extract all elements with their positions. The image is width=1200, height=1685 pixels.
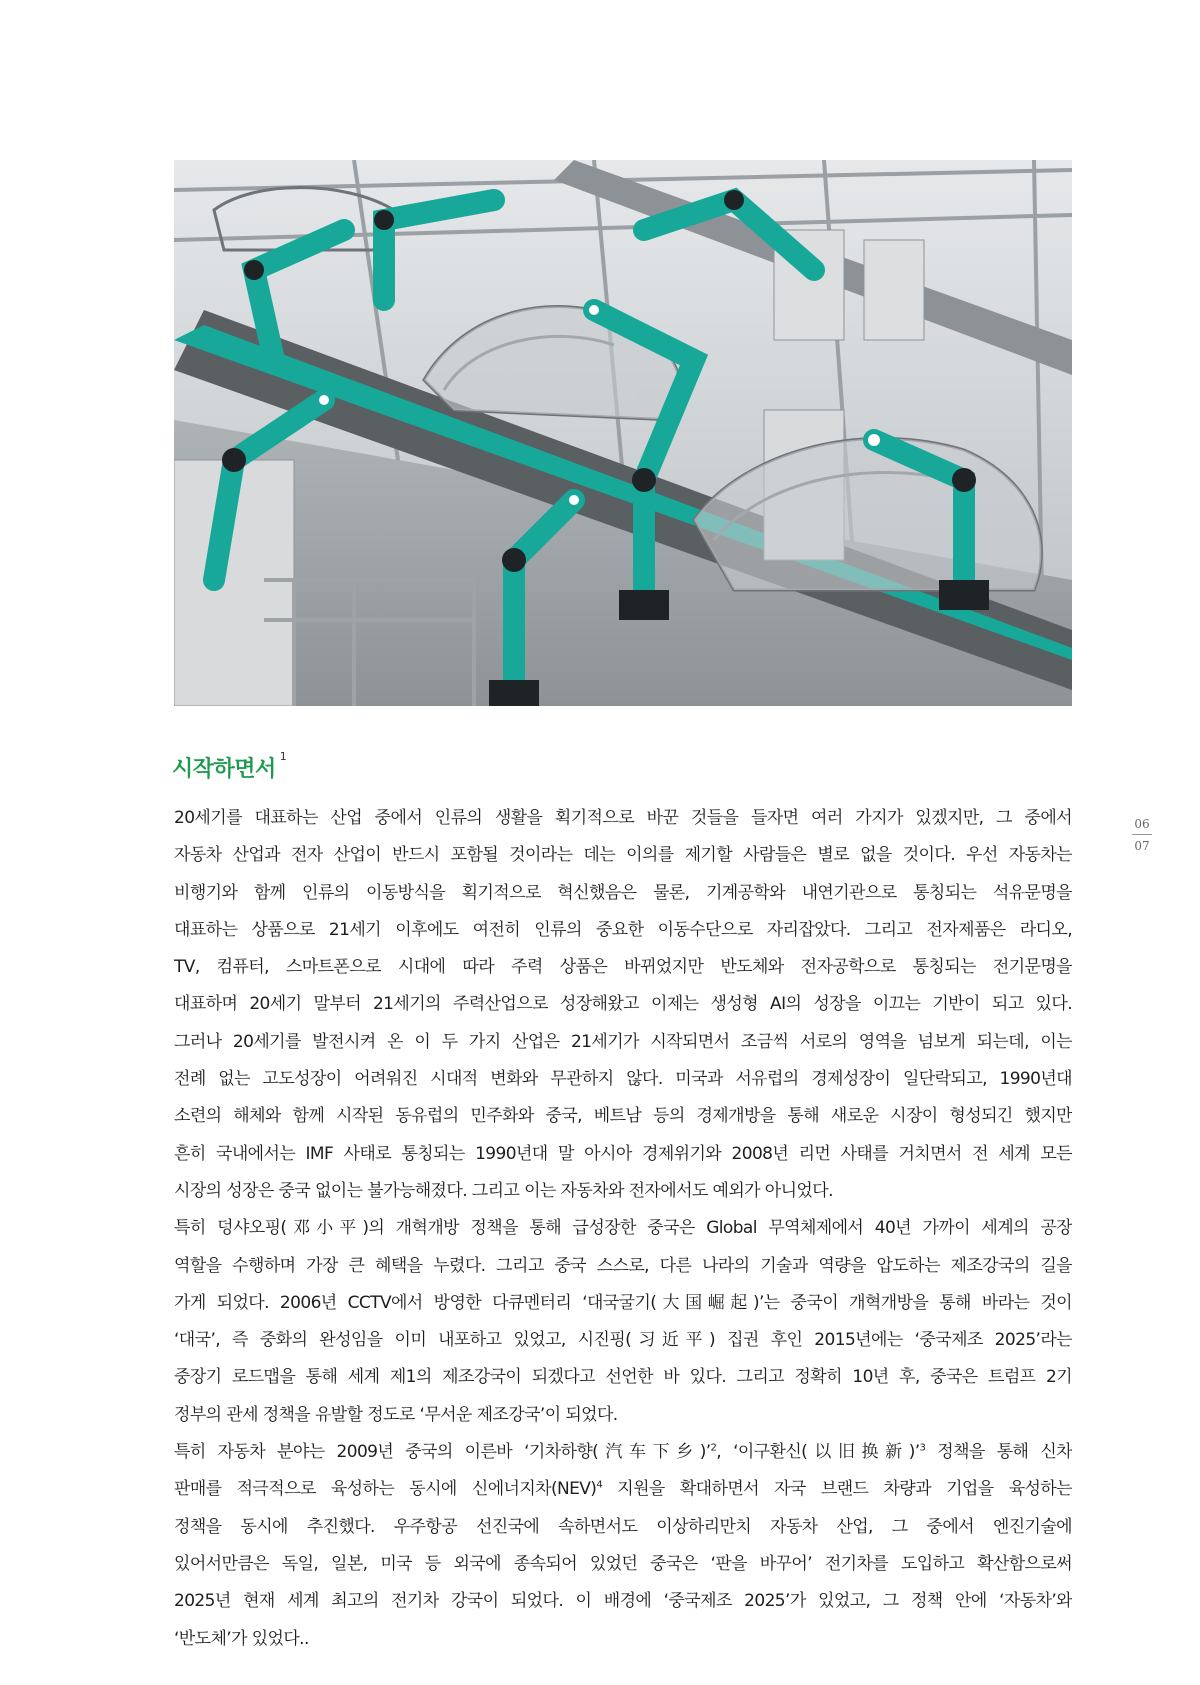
page-number-right: 07 [1134,839,1150,853]
text-line: 흔히 국내에서는 IMF 사태로 통칭되는 1990년대 말 아시아 경제위기와 2008년 리먼 사태를 거치면서 전 세계 모든 [174,1143,1072,1164]
text-line: 대표하며 20세기 말부터 21세기의 주력산업으로 성장해왔고 이제는 생성형 AI의 성장을 이끄는 기반이 되고 있다. [174,994,1072,1015]
paragraph-4 [174,1434,1072,1658]
body-text [174,800,1072,1658]
page-number [1128,818,1156,852]
text-line [174,1434,1072,1471]
text-segment: , ‘이구환신(以旧换新)’ [716,1442,920,1463]
text-line: 전례 없는 고도성장이 어려워진 시대적 변화와 무관하지 않다. 미국과 서유럽의 경제성장이 일단락되고, 1990년대 [174,1069,1072,1090]
section-title-text: 시작하면서 [172,757,276,782]
hero-image [174,160,1072,706]
page-number-left: 06 [1134,817,1150,831]
text-segment: 판매를 적극적으로 육성하는 동시에 신에너지차(NEV) [174,1479,597,1500]
text-line: 중장기 로드맵을 통해 세계 제1의 제조강국이 되겠다고 선언한 바 있다. 그리고 정확히 10년 후, 중국은 트럼프 2기 [174,1367,1072,1388]
text-line: 20세기를 대표하는 산업 중에서 인류의 생활을 획기적으로 바꾼 것들을 들자면 여러 가지가 있겠지만, 그 중에서 [174,808,1072,828]
text-segment: 지원을 확대하면서 자국 브랜드 차량과 기업을 육성하는 [602,1479,1072,1500]
text-line: TV, 컴퓨터, 스마트폰으로 시대에 따라 주력 상품은 바뀌었지만 반도체와 전자공학으로 통칭되는 전기문명을 [174,957,1072,978]
text-line: 2025년 현재 세계 최고의 전기차 강국이 되었다. 이 배경에 ‘중국제조 2025’가 있었고, 그 정책 안에 ‘자동차’와 [174,1591,1072,1612]
text-line: 정부의 관세 정책을 유발할 정도로 ‘무서운 제조강국’이 되었다. [174,1404,618,1425]
text-line: 가게 되었다. 2006년 CCTV에서 방영한 다큐멘터리 ‘대국굴기(大国崛起)’는 중국이 개혁개방을 통해 바라는 것이 [174,1292,1072,1313]
text-line: 그러나 20세기를 발전시켜 온 이 두 가지 산업은 21세기가 시작되면서 조금씩 서로의 영역을 넘보게 되는데, 이는 [174,1031,1072,1052]
paragraph-1 [174,800,1072,1024]
text-line: 자동차 산업과 전자 산업이 반드시 포함될 것이라는 데는 이의를 제기할 사람들은 별로 없을 것이다. 우선 자동차는 [174,845,1072,866]
paragraph-2 [174,1024,1072,1210]
section-title [172,752,286,783]
text-segment: 정책을 통해 신차 [925,1442,1072,1463]
text-line: 정책을 동시에 추진했다. 우주항공 선진국에 속하면서도 이상하리만치 자동차 산업, 그 중에서 엔진기술에 [174,1516,1072,1537]
text-line: 있어서만큼은 독일, 일본, 미국 등 외국에 종속되어 있었던 중국은 ‘판을 바꾸어’ 전기차를 도입하고 확산함으로써 [174,1553,1072,1574]
text-line: ‘대국’, 즉 중화의 완성임을 이미 내포하고 있었고, 시진핑(习近平) 집권 후인 2015년에는 ‘중국제조 2025’라는 [174,1330,1072,1351]
factory-illustration [174,160,1072,706]
text-line: 특히 덩샤오핑(邓小平)의 개혁개방 정책을 통해 급성장한 중국은 Global 무역체제에서 40년 가까이 세계의 공장 [174,1218,1072,1239]
text-segment: 특히 자동차 분야는 2009년 중국의 이른바 ‘기차하향(汽车下乡)’ [174,1442,711,1463]
text-line: 비행기와 함께 인류의 이동방식을 획기적으로 혁신했음은 물론, 기계공학와 내연기관으로 통칭되는 석유문명을 [174,882,1072,903]
title-footnote-mark: 1 [279,750,287,763]
footnote-mark: 2 [710,1442,717,1454]
paragraph-3 [174,1210,1072,1434]
footnote-mark: 4 [596,1479,603,1491]
text-line: 대표하는 상품으로 21세기 이후에도 여전히 인류의 중요한 이동수단으로 자리잡았다. 그리고 전자제품은 라디오, [174,919,1072,940]
text-line [174,1471,1072,1508]
text-line: ‘반도체’가 있었다.. [174,1628,309,1649]
footnote-mark: 3 [919,1442,926,1454]
text-line: 소련의 해체와 함께 시작된 동유럽의 민주화와 중국, 베트남 등의 경제개방을 통해 새로운 시장이 형성되긴 했지만 [174,1106,1072,1127]
page-number-divider [1132,834,1152,835]
text-line: 시장의 성장은 중국 없이는 불가능해졌다. 그리고 이는 자동차와 전자에서도 예외가 아니었다. [174,1180,833,1201]
text-line: 역할을 수행하며 가장 큰 혜택을 누렸다. 그리고 중국 스스로, 다른 나라의 기술과 역량을 압도하는 제조강국의 길을 [174,1255,1072,1276]
